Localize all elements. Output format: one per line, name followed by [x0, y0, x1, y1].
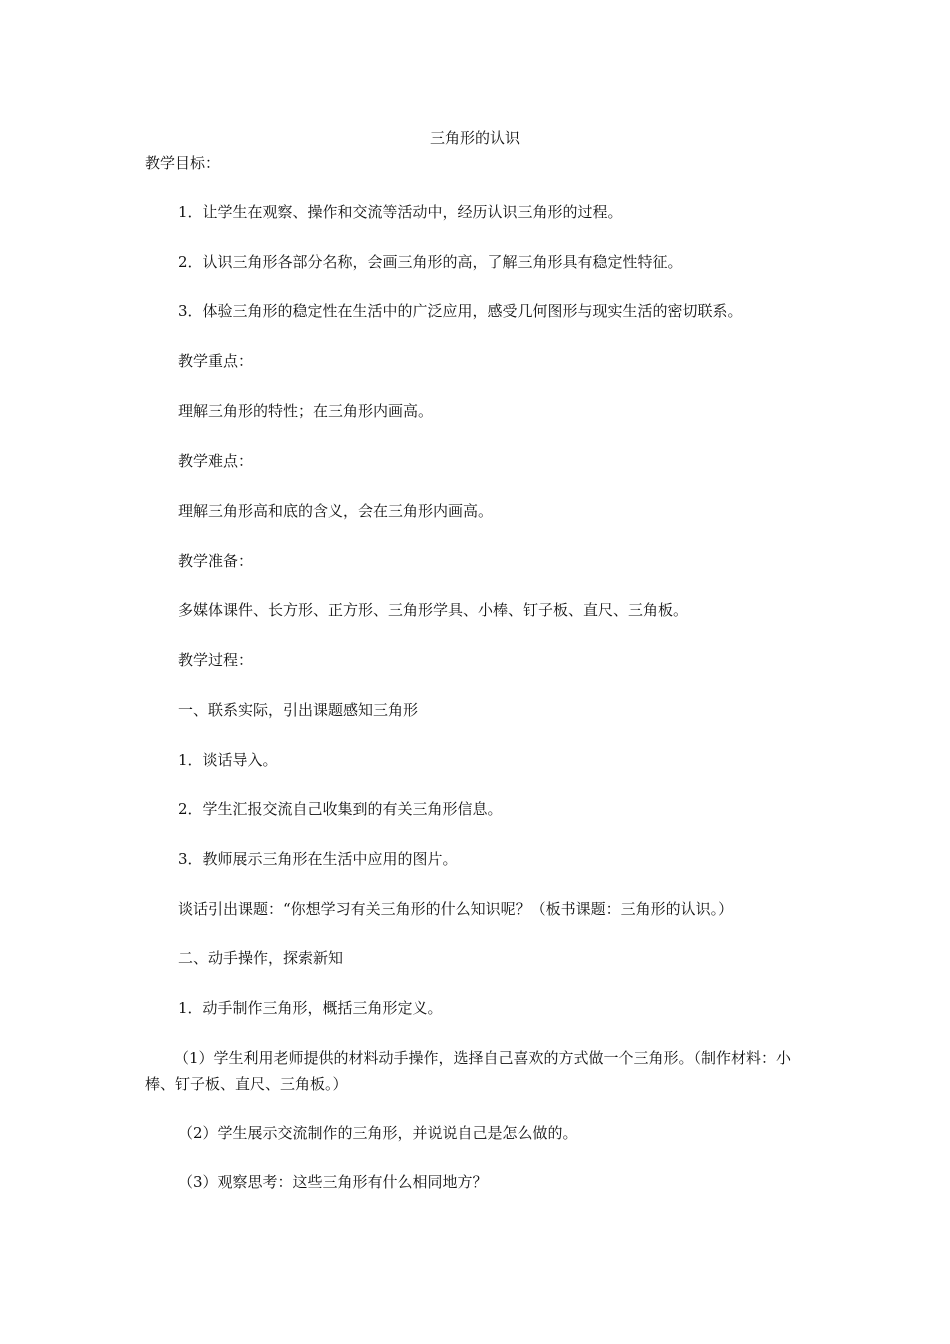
- preparation-heading: 教学准备：: [178, 552, 254, 570]
- sub-item: （3）观察思考：这些三角形有什么相同地方？: [178, 1173, 488, 1191]
- list-item: 1．谈话导入。: [178, 751, 278, 769]
- objective-item: 2．认识三角形各部分名称，会画三角形的高，了解三角形具有稳定性特征。: [178, 253, 683, 271]
- section-heading: 二、动手操作，探索新知: [178, 949, 344, 967]
- document-title: 三角形的认识: [429, 129, 520, 147]
- objectives-heading: 教学目标：: [145, 154, 221, 172]
- preparation-text: 多媒体课件、长方形、正方形、三角形学具、小棒、钉子板、直尺、三角板。: [178, 601, 689, 619]
- sub-item: （2）学生展示交流制作的三角形，并说说自己是怎么做的。: [178, 1124, 578, 1142]
- key-points-heading: 教学重点：: [178, 352, 254, 370]
- section-heading: 一、联系实际，引出课题感知三角形: [178, 701, 419, 719]
- talk-text: 谈话引出课题：“你想学习有关三角形的什么知识呢？（板书课题：三角形的认识。）: [178, 900, 734, 918]
- objective-item: 3．体验三角形的稳定性在生活中的广泛应用，感受几何图形与现实生活的密切联系。: [178, 302, 743, 320]
- difficulties-heading: 教学难点：: [178, 452, 254, 470]
- list-item: 3．教师展示三角形在生活中应用的图片。: [178, 850, 458, 868]
- sub-item-paragraph: （1）学生利用老师提供的材料动手操作，选择自己喜欢的方式做一个三角形。（制作材料：小棒、钉子板、直尺、三角板。）: [145, 1049, 792, 1093]
- key-points-text: 理解三角形的特性；在三角形内画高。: [178, 402, 434, 420]
- list-item: 2．学生汇报交流自己收集到的有关三角形信息。: [178, 800, 503, 818]
- list-item: 1．动手制作三角形，概括三角形定义。: [178, 999, 443, 1017]
- process-heading: 教学过程：: [178, 651, 254, 669]
- objective-item: 1．让学生在观察、操作和交流等活动中，经历认识三角形的过程。: [178, 203, 623, 221]
- difficulties-text: 理解三角形高和底的含义，会在三角形内画高。: [178, 502, 494, 520]
